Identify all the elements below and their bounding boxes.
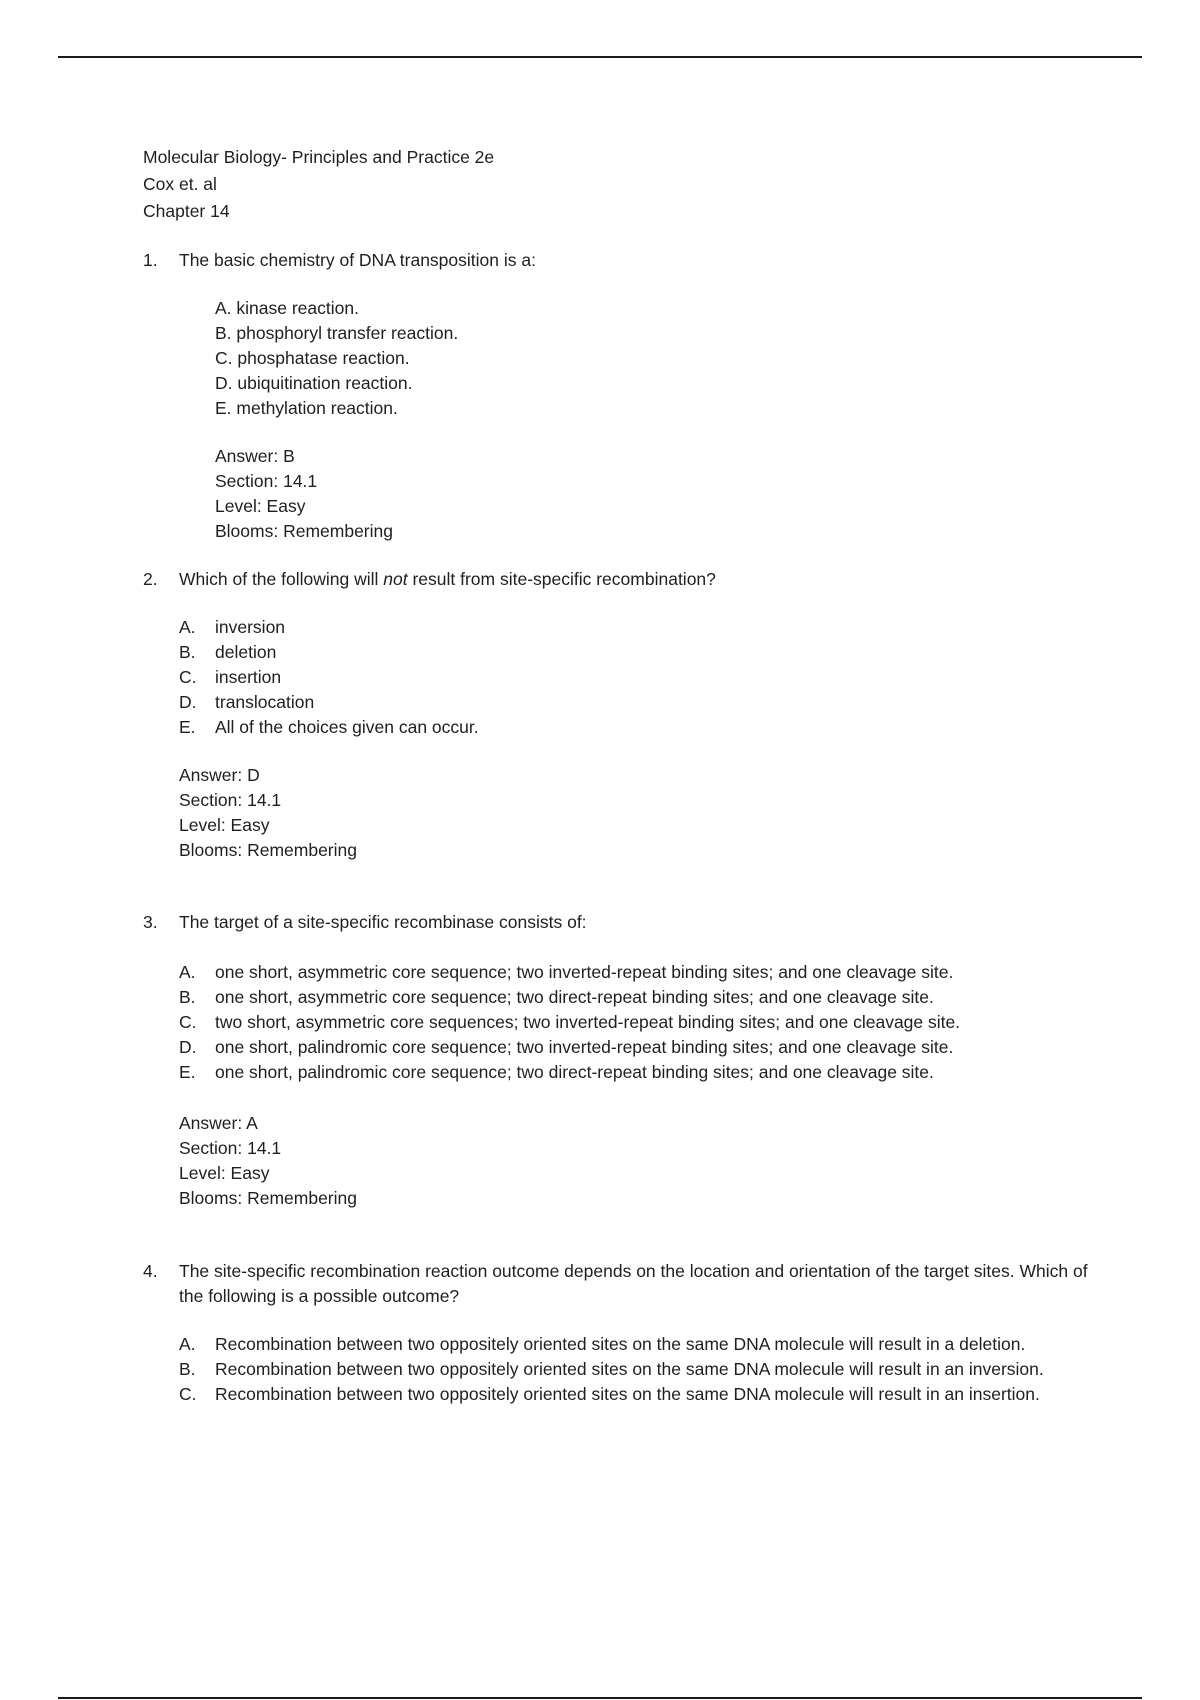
option-text: deletion <box>215 642 277 662</box>
question-3 <box>143 910 1103 1211</box>
option-letter: C. <box>179 1012 197 1032</box>
difficulty-level: Level: Easy <box>179 815 270 835</box>
answer-key: Answer: B <box>215 446 295 466</box>
question-number: 2. <box>143 569 158 589</box>
option-text: two short, asymmetric core sequences; two inverted-repeat binding sites; and one cleavage site. <box>215 1012 961 1032</box>
option-e: E. methylation reaction. <box>215 398 398 418</box>
option-text: one short, palindromic core sequence; two inverted-repeat binding sites; and one cleavage site. <box>215 1037 954 1057</box>
option-text: All of the choices given can occur. <box>215 717 479 737</box>
difficulty-level: Level: Easy <box>179 1163 270 1183</box>
bottom-rule <box>58 1697 1142 1699</box>
option-text: one short, asymmetric core sequence; two direct-repeat binding sites; and one cleavage site. <box>215 987 934 1007</box>
question-text: The target of a site-specific recombinase consists of: <box>179 912 587 932</box>
option-text: insertion <box>215 667 282 687</box>
answer-options <box>179 960 1103 1085</box>
option-a <box>179 960 1103 985</box>
option-letter: D. <box>179 692 197 712</box>
chapter-title: Chapter 14 <box>143 201 230 221</box>
question-text-emphasis: not <box>383 569 408 589</box>
question-metadata <box>215 444 1103 544</box>
question-text-before: Which of the following will <box>179 569 384 589</box>
blooms-level: Blooms: Remembering <box>215 521 393 541</box>
option-c <box>179 1382 1103 1407</box>
option-letter: A. <box>179 962 196 982</box>
option-letter: C. <box>179 667 197 687</box>
option-a <box>179 615 1103 640</box>
option-b <box>179 985 1103 1010</box>
section-ref: Section: 14.1 <box>179 1138 282 1158</box>
option-text: Recombination between two oppositely oriented sites on the same DNA molecule will result in a deletion. <box>215 1334 1026 1354</box>
question-1 <box>143 248 1103 544</box>
section-ref: Section: 14.1 <box>215 471 318 491</box>
answer-key: Answer: A <box>179 1113 258 1133</box>
question-metadata <box>179 763 1103 863</box>
book-title: Molecular Biology- Principles and Practice 2e <box>143 147 495 167</box>
question-number: 4. <box>143 1261 158 1281</box>
blooms-level: Blooms: Remembering <box>179 840 357 860</box>
document-body <box>143 144 1103 1407</box>
section-ref: Section: 14.1 <box>179 790 282 810</box>
option-text: Recombination between two oppositely oriented sites on the same DNA molecule will result in an inversion. <box>215 1359 1044 1379</box>
option-a: A. kinase reaction. <box>215 298 359 318</box>
answer-key: Answer: D <box>179 765 260 785</box>
question-text <box>179 567 1103 592</box>
answer-options <box>179 615 1103 740</box>
option-letter: A. <box>179 1334 196 1354</box>
option-b <box>179 640 1103 665</box>
option-b <box>179 1357 1103 1382</box>
option-c: C. phosphatase reaction. <box>215 348 410 368</box>
option-d <box>179 690 1103 715</box>
option-text: translocation <box>215 692 315 712</box>
option-a <box>179 1332 1103 1357</box>
option-letter: D. <box>179 1037 197 1057</box>
question-text-after: result from site-specific recombination? <box>407 569 716 589</box>
option-d <box>179 1035 1103 1060</box>
option-text: inversion <box>215 617 286 637</box>
option-text: Recombination between two oppositely oriented sites on the same DNA molecule will result in an insertion. <box>215 1384 1040 1404</box>
blooms-level: Blooms: Remembering <box>179 1188 357 1208</box>
question-number: 1. <box>143 250 158 270</box>
option-e <box>179 1060 1103 1085</box>
answer-options <box>215 296 1103 421</box>
option-e <box>179 715 1103 740</box>
option-d: D. ubiquitination reaction. <box>215 373 413 393</box>
option-letter: C. <box>179 1384 197 1404</box>
question-2 <box>143 567 1103 863</box>
answer-options <box>179 1332 1103 1407</box>
option-letter: A. <box>179 617 196 637</box>
option-letter: B. <box>179 1359 196 1379</box>
option-text: one short, palindromic core sequence; two direct-repeat binding sites; and one cleavage site. <box>215 1062 934 1082</box>
option-letter: B. <box>179 642 196 662</box>
option-letter: E. <box>179 1062 196 1082</box>
question-4 <box>143 1259 1103 1407</box>
question-number: 3. <box>143 912 158 932</box>
option-letter: B. <box>179 987 196 1007</box>
question-text: The basic chemistry of DNA transposition is a: <box>179 250 536 270</box>
authors: Cox et. al <box>143 174 217 194</box>
question-metadata <box>179 1111 1103 1211</box>
difficulty-level: Level: Easy <box>215 496 306 516</box>
option-b: B. phosphoryl transfer reaction. <box>215 323 459 343</box>
option-text: one short, asymmetric core sequence; two inverted-repeat binding sites; and one cleavage site. <box>215 962 954 982</box>
option-c <box>179 665 1103 690</box>
option-c <box>179 1010 1103 1035</box>
top-rule <box>58 56 1142 58</box>
question-text: The site-specific recombination reaction outcome depends on the location and orientation of the target sites. Which of the following is a possible outcome? <box>179 1261 1088 1306</box>
option-letter: E. <box>179 717 196 737</box>
